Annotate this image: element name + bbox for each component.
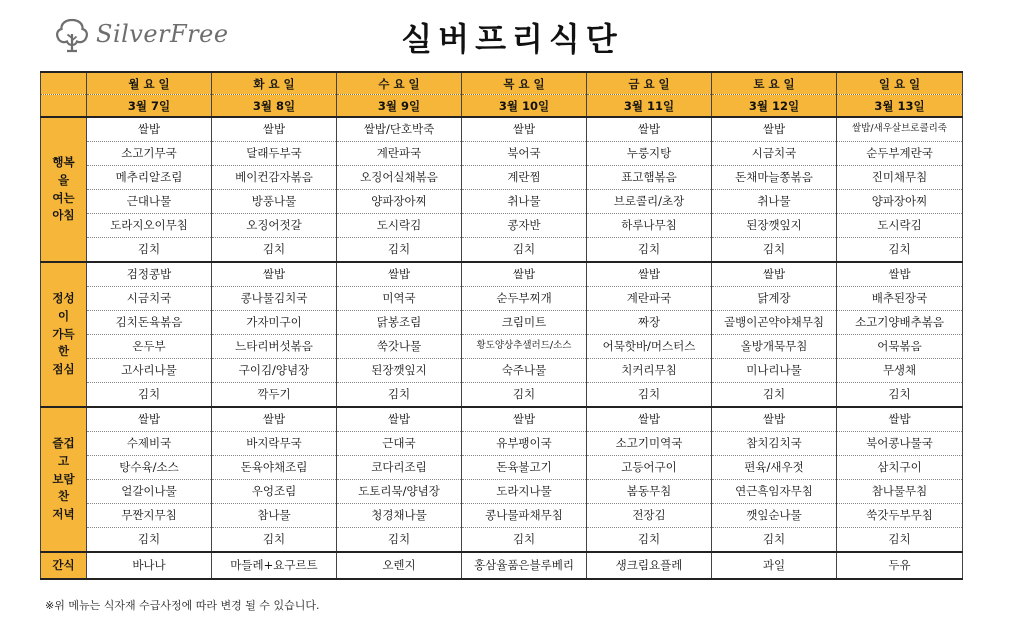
menu-item: 베이컨감자볶음 — [212, 166, 337, 190]
menu-item: 돈육불고기 — [462, 456, 587, 480]
menu-item: 된장깻잎지 — [712, 214, 837, 238]
menu-item: 김치 — [837, 528, 963, 553]
menu-item: 김치 — [712, 238, 837, 263]
menu-item: 김치 — [462, 238, 587, 263]
brand-name: SilverFree — [96, 20, 229, 48]
menu-item: 참나물 — [212, 504, 337, 528]
menu-item: 깻잎순나물 — [712, 504, 837, 528]
menu-item: 수제비국 — [87, 432, 212, 456]
menu-item: 무생채 — [837, 359, 963, 383]
menu-item: 순두부찌개 — [462, 287, 587, 311]
menu-item: 쌀밥 — [712, 407, 837, 432]
menu-item: 양파장아찌 — [337, 190, 462, 214]
menu-item: 김치 — [212, 528, 337, 553]
menu-item: 시금치국 — [712, 142, 837, 166]
meal-label-part: 한 — [57, 344, 70, 359]
menu-row — [41, 359, 963, 383]
meal-label-part: 즐겁 — [52, 435, 75, 450]
menu-item: 김치 — [837, 238, 963, 263]
menu-item: 김치 — [337, 238, 462, 263]
menu-item: 고사리나물 — [87, 359, 212, 383]
menu-item: 시금치국 — [87, 287, 212, 311]
menu-item: 닭계장 — [712, 287, 837, 311]
snack-item: 마들레+요구르트 — [212, 552, 337, 579]
meal-label-part: 을 — [57, 172, 70, 187]
menu-item: 편육/새우젓 — [712, 456, 837, 480]
menu-item: 숙주나물 — [462, 359, 587, 383]
menu-item: 쌀밥 — [587, 117, 712, 142]
corner-cell — [41, 72, 87, 95]
menu-item: 쌀밥 — [712, 117, 837, 142]
snack-item: 오렌지 — [337, 552, 462, 579]
menu-item: 취나물 — [462, 190, 587, 214]
weekday-header: 일 요 일 — [837, 72, 963, 95]
menu-item: 쌀밥 — [212, 262, 337, 287]
menu-item: 치커리무침 — [587, 359, 712, 383]
menu-item: 김치 — [87, 528, 212, 553]
menu-item: 하루나무침 — [587, 214, 712, 238]
menu-row — [41, 166, 963, 190]
menu-item: 콩나물파채무침 — [462, 504, 587, 528]
menu-item: 도시락김 — [337, 214, 462, 238]
meal-label — [41, 262, 87, 407]
menu-item: 근대국 — [337, 432, 462, 456]
footnote: ※위 메뉴는 식자재 수급사정에 따라 변경 될 수 있습니다. — [45, 599, 320, 612]
menu-item: 온두부 — [87, 335, 212, 359]
meal-label-part: 점심 — [52, 362, 75, 377]
meal-label-part: 행복 — [52, 154, 75, 169]
menu-item: 배추된장국 — [837, 287, 963, 311]
menu-item: 검정콩밥 — [87, 262, 212, 287]
menu-item: 연근흑임자무침 — [712, 480, 837, 504]
menu-row — [41, 262, 963, 287]
menu-item: 코다리조림 — [337, 456, 462, 480]
menu-item: 김치 — [587, 238, 712, 263]
menu-item: 김치 — [87, 238, 212, 263]
menu-item: 느타리버섯볶음 — [212, 335, 337, 359]
menu-item: 김치 — [337, 528, 462, 553]
meal-label-part: 보람 — [52, 471, 75, 486]
menu-item: 김치 — [462, 528, 587, 553]
snack-item: 생크림요플레 — [587, 552, 712, 579]
menu-item: 쑥갓두부무침 — [837, 504, 963, 528]
menu-item: 도토리묵/양념장 — [337, 480, 462, 504]
menu-item: 김치 — [587, 528, 712, 553]
menu-item: 누룽지탕 — [587, 142, 712, 166]
meal-label-part: 찬 — [57, 489, 70, 504]
menu-item: 쌀밥 — [837, 407, 963, 432]
menu-item: 소고기양배추볶음 — [837, 311, 963, 335]
date-header: 3월 9일 — [337, 95, 462, 118]
menu-item: 깍두기 — [212, 383, 337, 408]
menu-item: 오징어실채볶음 — [337, 166, 462, 190]
menu-item: 돈채마늘쫑볶음 — [712, 166, 837, 190]
weekday-header: 월 요 일 — [87, 72, 212, 95]
menu-row — [41, 407, 963, 432]
menu-item: 무짠지무침 — [87, 504, 212, 528]
menu-row — [41, 480, 963, 504]
menu-item: 쌀밥 — [712, 262, 837, 287]
menu-item: 소고기무국 — [87, 142, 212, 166]
menu-item: 쌀밥 — [212, 117, 337, 142]
meal-label — [41, 117, 87, 262]
menu-row — [41, 142, 963, 166]
menu-item: 얼갈이나물 — [87, 480, 212, 504]
menu-item: 전장김 — [587, 504, 712, 528]
menu-row — [41, 311, 963, 335]
menu-item: 브로콜리/초장 — [587, 190, 712, 214]
menu-item: 쌀밥 — [462, 117, 587, 142]
menu-item: 쌀밥 — [87, 407, 212, 432]
snack-item: 과일 — [712, 552, 837, 579]
weekday-header: 화 요 일 — [212, 72, 337, 95]
menu-item: 닭봉조림 — [337, 311, 462, 335]
date-header: 3월 13일 — [837, 95, 963, 118]
menu-item: 가자미구이 — [212, 311, 337, 335]
menu-item: 김치 — [712, 528, 837, 553]
menu-item: 크림미트 — [462, 311, 587, 335]
menu-item: 김치 — [712, 383, 837, 408]
menu-row — [41, 287, 963, 311]
menu-item: 계란찜 — [462, 166, 587, 190]
weekday-header: 수 요 일 — [337, 72, 462, 95]
menu-item: 콩나물김치국 — [212, 287, 337, 311]
menu-item: 어묵핫바/머스터스 — [587, 335, 712, 359]
menu-item: 방풍나물 — [212, 190, 337, 214]
meal-plan-table — [40, 71, 963, 580]
menu-item: 봄동무침 — [587, 480, 712, 504]
menu-item: 도라지오이무침 — [87, 214, 212, 238]
meal-label-part: 가득 — [52, 326, 75, 341]
menu-item: 어묵볶음 — [837, 335, 963, 359]
menu-item: 북어콩나물국 — [837, 432, 963, 456]
menu-item: 유부팽이국 — [462, 432, 587, 456]
menu-row — [41, 117, 963, 142]
menu-item: 짜장 — [587, 311, 712, 335]
menu-item: 미나리나물 — [712, 359, 837, 383]
menu-item: 삼치구이 — [837, 456, 963, 480]
menu-item: 쌀밥/단호박죽 — [337, 117, 462, 142]
menu-item: 콩자반 — [462, 214, 587, 238]
date-header: 3월 11일 — [587, 95, 712, 118]
menu-row — [41, 432, 963, 456]
menu-item: 근대나물 — [87, 190, 212, 214]
menu-row — [41, 238, 963, 263]
menu-item: 오징어젓갈 — [212, 214, 337, 238]
menu-item: 쌀밥 — [462, 262, 587, 287]
weekday-header: 목 요 일 — [462, 72, 587, 95]
menu-row — [41, 456, 963, 480]
menu-item: 김치 — [587, 383, 712, 408]
weekday-header: 금 요 일 — [587, 72, 712, 95]
menu-item: 구이김/양념장 — [212, 359, 337, 383]
date-header: 3월 8일 — [212, 95, 337, 118]
menu-item: 도시락김 — [837, 214, 963, 238]
menu-item: 청경채나물 — [337, 504, 462, 528]
menu-item: 된장깻잎지 — [337, 359, 462, 383]
menu-item: 계란파국 — [587, 287, 712, 311]
meal-label-part: 고 — [57, 453, 70, 468]
menu-item: 계란파국 — [337, 142, 462, 166]
snack-item: 홍삼율품은블루베리 — [462, 552, 587, 579]
menu-item: 바지락무국 — [212, 432, 337, 456]
menu-item: 북어국 — [462, 142, 587, 166]
menu-item: 올방개묵무침 — [712, 335, 837, 359]
menu-item: 탕수육/소스 — [87, 456, 212, 480]
menu-item: 도라지나물 — [462, 480, 587, 504]
page-header — [0, 0, 1024, 70]
snack-row — [41, 552, 963, 579]
date-header: 3월 7일 — [87, 95, 212, 118]
menu-item: 미역국 — [337, 287, 462, 311]
snack-item: 바나나 — [87, 552, 212, 579]
menu-item: 쌀밥 — [587, 407, 712, 432]
menu-item: 순두부계란국 — [837, 142, 963, 166]
menu-row — [41, 504, 963, 528]
menu-item: 메추리알조림 — [87, 166, 212, 190]
menu-item: 김치 — [87, 383, 212, 408]
meal-label-part: 정성 — [52, 290, 75, 305]
menu-item: 쑥갓나물 — [337, 335, 462, 359]
menu-item: 양파장아찌 — [837, 190, 963, 214]
corner-cell — [41, 95, 87, 118]
menu-item: 소고기미역국 — [587, 432, 712, 456]
snack-item: 두유 — [837, 552, 963, 579]
menu-item: 황도양상추샐러드/소스 — [462, 335, 587, 359]
menu-item: 쌀밥 — [87, 117, 212, 142]
menu-item: 진미채무침 — [837, 166, 963, 190]
menu-row — [41, 528, 963, 553]
menu-item: 김치 — [462, 383, 587, 408]
meal-label-part: 저녁 — [52, 507, 75, 522]
menu-item: 쌀밥 — [837, 262, 963, 287]
menu-item: 쌀밥 — [337, 262, 462, 287]
menu-row — [41, 335, 963, 359]
meal-label-part: 여는 — [52, 190, 75, 205]
date-header: 3월 12일 — [712, 95, 837, 118]
menu-row — [41, 214, 963, 238]
menu-item: 쌀밥 — [337, 407, 462, 432]
menu-item: 김치 — [212, 238, 337, 263]
menu-item: 취나물 — [712, 190, 837, 214]
meal-label-part: 이 — [57, 308, 70, 323]
weekday-header-row — [41, 72, 963, 95]
menu-item: 돈육야채조림 — [212, 456, 337, 480]
menu-item: 표고햄볶음 — [587, 166, 712, 190]
menu-item: 쌀밥 — [587, 262, 712, 287]
menu-item: 참치김치국 — [712, 432, 837, 456]
weekday-header: 토 요 일 — [712, 72, 837, 95]
menu-item: 쌀밥/새우살브로콜리죽 — [837, 117, 963, 142]
date-header-row — [41, 95, 963, 118]
menu-item: 김치 — [337, 383, 462, 408]
menu-row — [41, 383, 963, 408]
menu-item: 김치돈육볶음 — [87, 311, 212, 335]
menu-item: 쌀밥 — [462, 407, 587, 432]
meal-label-part: 아침 — [52, 208, 75, 223]
date-header: 3월 10일 — [462, 95, 587, 118]
menu-item: 우엉조림 — [212, 480, 337, 504]
menu-item: 고등어구이 — [587, 456, 712, 480]
menu-item: 골뱅이곤약야채무침 — [712, 311, 837, 335]
menu-item: 쌀밥 — [212, 407, 337, 432]
menu-row — [41, 190, 963, 214]
menu-item: 참나물무침 — [837, 480, 963, 504]
page-title: 실버프리식단 — [401, 20, 623, 58]
menu-item: 김치 — [837, 383, 963, 408]
meal-label — [41, 407, 87, 552]
menu-item: 달래두부국 — [212, 142, 337, 166]
snack-label: 간식 — [41, 552, 87, 579]
